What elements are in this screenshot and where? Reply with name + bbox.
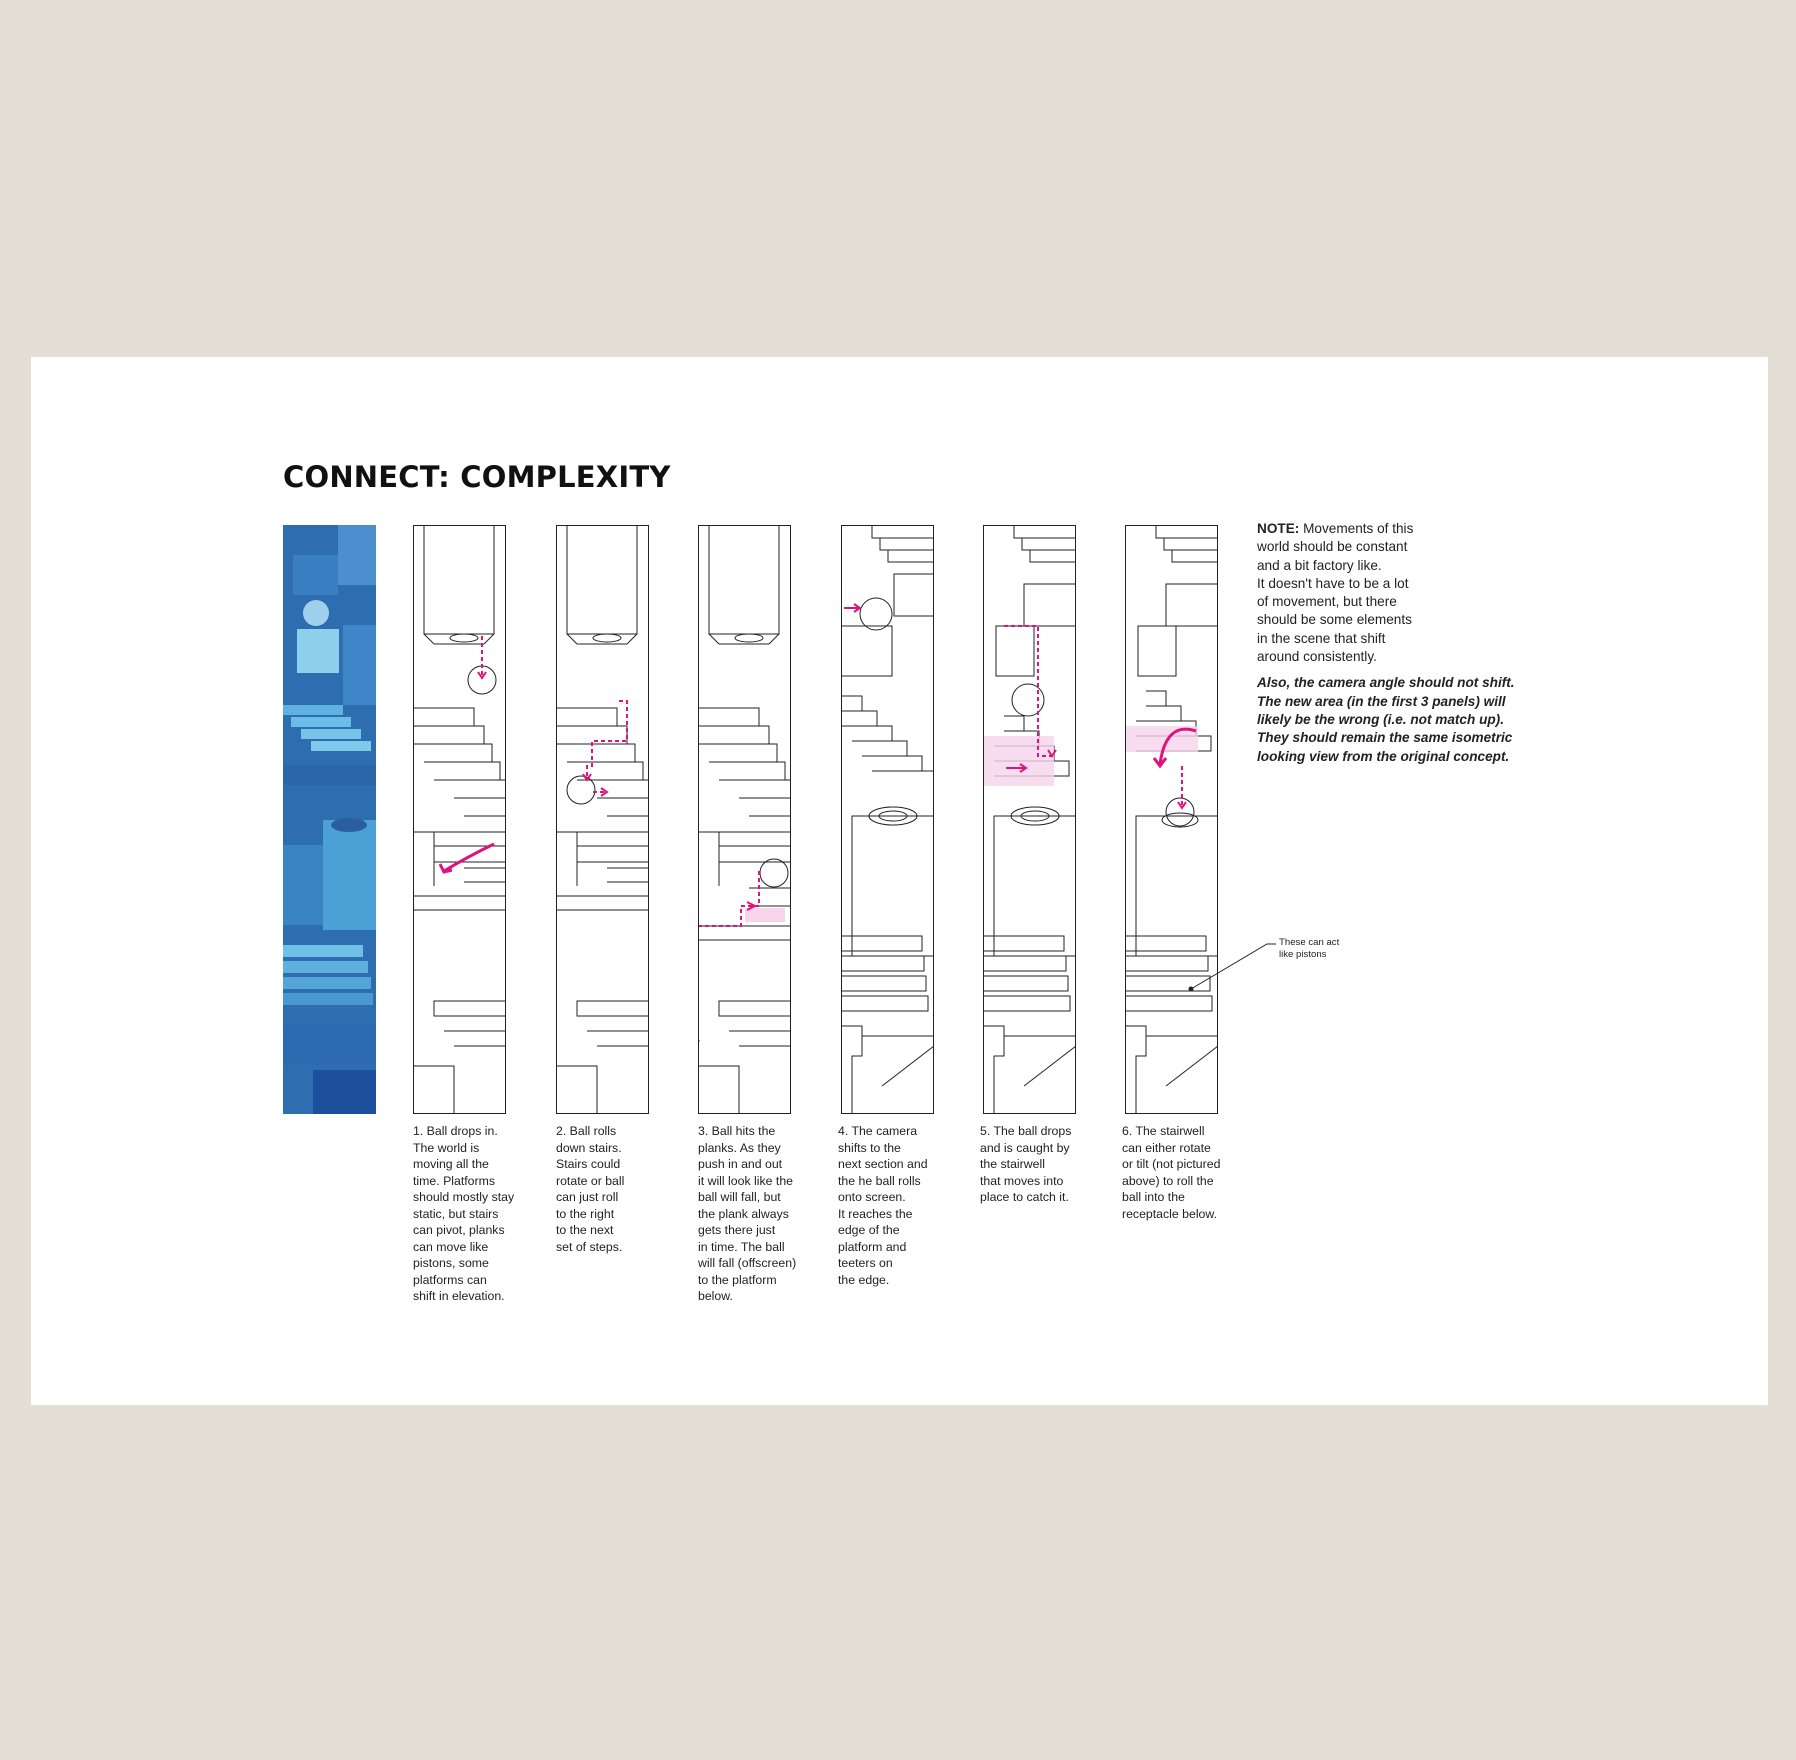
note-paragraph bbox=[1257, 520, 1522, 666]
presentation-sheet bbox=[31, 357, 1768, 1405]
panel-2-drawing bbox=[557, 526, 649, 1114]
panel-3-drawing bbox=[699, 526, 791, 1114]
note-block bbox=[1257, 520, 1522, 766]
note-label: NOTE: bbox=[1257, 521, 1300, 536]
storyboard-panel-6 bbox=[1125, 525, 1218, 1114]
panel-5-caption: 5. The ball drops and is caught by the stairwell that moves into place to catch it. bbox=[980, 1124, 1072, 1204]
storyboard-panel-1 bbox=[413, 525, 506, 1114]
storyboard-panel-4 bbox=[841, 525, 934, 1114]
concept-art-image bbox=[283, 525, 376, 1114]
panel-1-drawing bbox=[414, 526, 506, 1114]
page-title: CONNECT: COMPLEXITY bbox=[283, 460, 671, 494]
note-emphasis: Also, the camera angle should not shift. The new area (in the first 3 panels) will likely be the wrong (i.e. not match up). They should remain the same isometric looking view from the original concept. bbox=[1257, 675, 1515, 764]
panel-6-drawing bbox=[1126, 526, 1218, 1114]
concept-art-render bbox=[283, 525, 376, 1114]
pistons-annotation: These can act like pistons bbox=[1279, 937, 1340, 960]
note-text: Movements of this world should be constant and a bit factory like. It doesn't have to be a lot of movement, but there should be some elements in the scene that shift around consistently. bbox=[1257, 521, 1414, 665]
storyboard-panel-5 bbox=[983, 525, 1076, 1114]
panel-4-drawing bbox=[842, 526, 934, 1114]
panel-1-caption: 1. Ball drops in. The world is moving all the time. Platforms should mostly stay static, but stairs can pivot, planks can move like pistons, some platforms can shift in elevation. bbox=[413, 1124, 515, 1303]
storyboard-panel-3 bbox=[698, 525, 791, 1114]
panel-4-caption: 4. The camera shifts to the next section and the he ball rolls onto screen. It reaches the edge of the platform and teeters on the edge. bbox=[838, 1124, 928, 1287]
panel-2-caption: 2. Ball rolls down stairs. Stairs could rotate or ball can just roll to the right to the next set of steps. bbox=[556, 1124, 625, 1254]
panel-3-caption: 3. Ball hits the planks. As they push in and out it will look like the ball will fall, but the plank always gets there just in time. The ball will fall (offscreen) to the platform below. bbox=[698, 1124, 797, 1303]
storyboard-panel-2 bbox=[556, 525, 649, 1114]
panel-6-caption: 6. The stairwell can either rotate or tilt (not pictured above) to roll the ball into the receptacle below. bbox=[1122, 1124, 1221, 1221]
panel-5-drawing bbox=[984, 526, 1076, 1114]
